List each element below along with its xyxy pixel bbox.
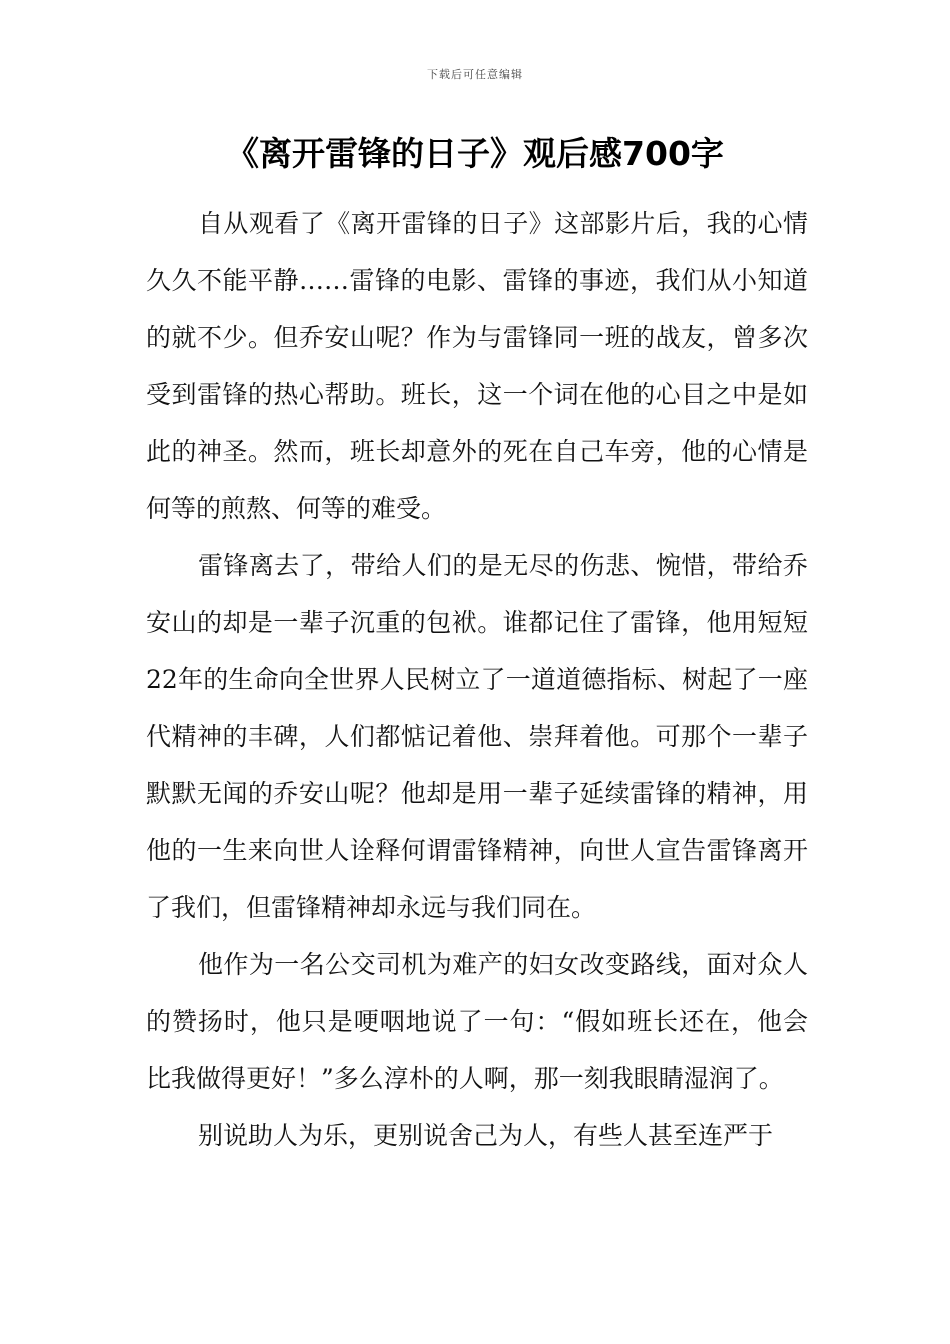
paragraph-1: 自从观看了《离开雷锋的日子》这部影片后，我的心情久久不能平静……雷锋的电影、雷锋的事迹，我们从小知道的就不少。但乔安山呢？作为与雷锋同一班的战友，曾多次受到雷锋的热心帮助。班长，这一个词在他的心目之中是如此的神圣。然而，班长却意外的死在自己车旁，他的心情是何等的煎熬、何等的难受。 — [146, 209, 808, 523]
paragraph-2: 雷锋离去了，带给人们的是无尽的伤悲、惋惜，带给乔安山的却是一辈子沉重的包袱。谁都记住了雷锋，他用短短22年的生命向全世界人民树立了一道道德指标、树起了一座代精神的丰碑，人们都惦记着他、崇拜着他。可那个一辈子默默无闻的乔安山呢？他却是用一辈子延续雷锋的精神，用他的一生来向世人诠释何谓雷锋精神，向世人宣告雷锋离开了我们，但雷锋精神却永远与我们同在。 — [146, 551, 808, 922]
page-title: 《离开雷锋的日子》观后感700字 — [226, 134, 724, 173]
header-note: 下载后可任意编辑 — [427, 68, 523, 81]
document-body — [146, 195, 808, 1164]
paragraph-3: 他作为一名公交司机为难产的妇女改变路线，面对众人的赞扬时，他只是哽咽地说了一句：“假如班长还在，他会比我做得更好！”多么淳朴的人啊，那一刻我眼睛湿润了。 — [146, 950, 808, 1093]
paragraph-4: 别说助人为乐，更别说舍己为人，有些人甚至连严于 — [198, 1121, 774, 1150]
